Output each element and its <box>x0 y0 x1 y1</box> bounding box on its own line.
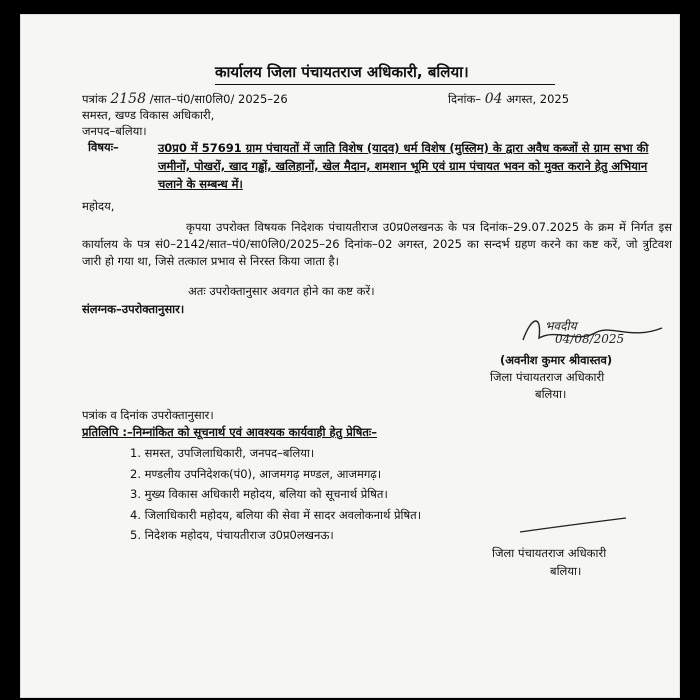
copy-item-1: 1. समस्त, उपजिलाधिकारी, जनपद–बलिया। <box>130 446 315 460</box>
ref-number: 2158 <box>110 91 146 107</box>
closing-designation: जिला पंचायतराज अधिकारी <box>492 546 607 560</box>
letter-page <box>20 14 680 698</box>
closing-place: बलिया। <box>550 564 582 578</box>
reference-line <box>82 91 288 107</box>
salutation: महोदय, <box>82 199 115 213</box>
copy-list <box>130 443 421 546</box>
copy-ref-line: पत्रांक व दिनांक उपरोक्तानुसार। <box>82 408 214 422</box>
recipient-line-1: समस्त, खण्ड विकास अधिकारी, <box>82 108 215 122</box>
date-label: दिनांक– <box>448 92 482 106</box>
signatory-designation: जिला पंचायतराज अधिकारी <box>490 370 605 384</box>
copy-heading: प्रतिलिपि :–निम्नांकित को सूचनार्थ एवं आवश्यक कार्यवाही हेतु प्रेषितः– <box>82 425 377 439</box>
copy-item-2: 2. मण्डलीय उपनिदेशक(पं0), आजमगढ़ मण्डल, आजमगढ़। <box>130 466 382 481</box>
office-title: कार्यालय जिला पंचायतराज अधिकारी, बलिया। <box>215 63 469 81</box>
body-paragraph-1: कृपया उपरोक्त विषयक निदेशक पंचायतीराज उ0प्र0लखनऊ के पत्र दिनांक–29.07.2025 के क्रम में निर्गत इस कार्यालय के पत्र सं0–2142/सात–पं0/सा0लि0/2025–26 दिनांक–02 अगस्त, 2025 का सन्दर्भ ग्रहण करने का कष्ट करें, जो त्रुटिवश जारी हो गया था, जिसे तत्काल प्रभाव से निरस्त किया जाता है। <box>82 220 672 268</box>
copy-item-5: 5. निदेशक महोदय, पंचायतीराज उ0प्र0लखनऊ। <box>130 528 334 542</box>
subject-label: विषयः– <box>88 140 119 154</box>
date-day: 04 <box>484 91 503 107</box>
enclosure-line: संलग्नक–उपरोक्तानुसार। <box>82 302 185 316</box>
second-signature-stroke <box>518 516 628 536</box>
copy-item-4: 4. जिलाधिकारी महोदय, बलिया की सेवा में सादर अवलोकनार्थ प्रेषित। <box>130 507 422 522</box>
body-paragraph-2: अतः उपरोक्तानुसार अवगत होने का कष्ट करें। <box>188 284 375 298</box>
handwritten-sign-date: 04/08/2025 <box>555 332 625 346</box>
date-line <box>448 91 569 107</box>
recipient-line-2: जनपद–बलिया। <box>82 124 147 138</box>
ref-rest: /सात–पं0/सा0लि0/ 2025–26 <box>149 92 288 106</box>
handwritten-bhavdiya: भवदीय <box>545 319 577 333</box>
date-rest: अगस्त, 2025 <box>506 92 570 106</box>
title-underline <box>215 84 555 85</box>
signatory-place: बलिया। <box>535 387 567 401</box>
copy-item-3: 3. मुख्य विकास अधिकारी महोदय, बलिया को सूचनार्थ प्रेषित। <box>130 487 388 501</box>
signatory-name: (अवनीश कुमार श्रीवास्तव) <box>500 353 613 367</box>
ref-prefix: पत्रांक <box>82 92 107 106</box>
subject-text: उ0प्र0 में 57691 ग्राम पंचायतों में जाति विशेष (यादव) धर्म विशेष (मुस्लिम) के द्वारा अवैध कब्जों से ग्राम सभा की जमीनों, पोखरों, खाद गड्ढों, खलिहानों, खेल मैदान, शमशान भूमि एवं ग्राम पंचायत भवन को मुक्त कराने हेतु अभियान चलाने के सम्बन्ध में। <box>158 141 649 191</box>
